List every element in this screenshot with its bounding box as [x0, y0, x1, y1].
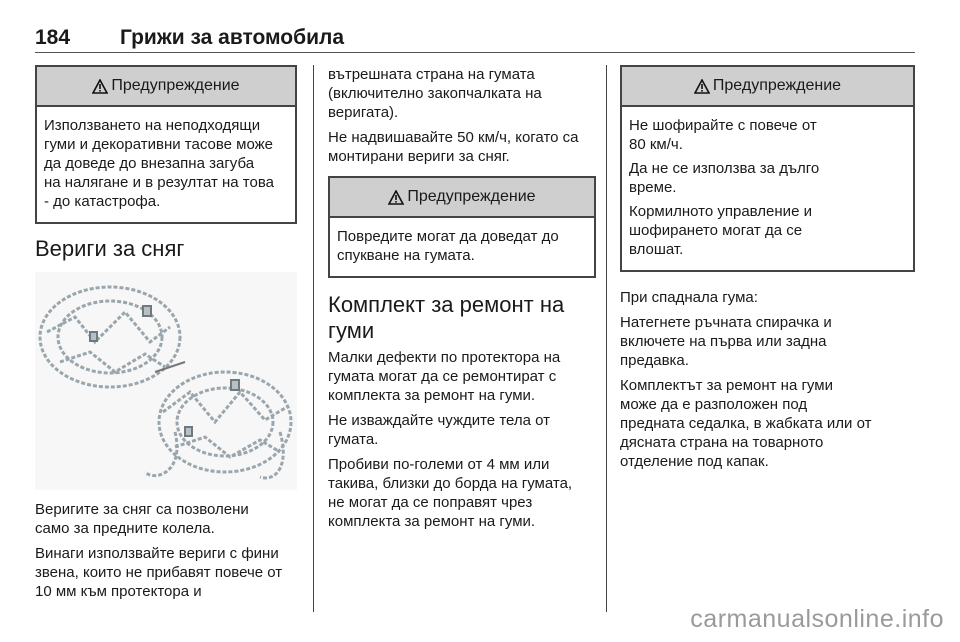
text-line: Не изваждайте чуждите тела от: [328, 412, 551, 429]
heading-line: Комплект за ремонт на: [328, 292, 565, 317]
text-line: Малки дефекти по протектора на: [328, 349, 561, 366]
warning-text: [629, 159, 906, 197]
warning-header: [622, 67, 913, 107]
text-line: Използването на неподходящи: [44, 117, 261, 134]
text-line: комплекта за ремонт на гуми.: [328, 387, 536, 404]
snow-chains-illustration: [35, 272, 297, 490]
section-heading-tire-repair-kit: [328, 292, 596, 344]
text-line: влошат.: [629, 241, 684, 258]
column-3: [620, 65, 915, 477]
text-line: гуми и декоративни тасове може: [44, 136, 274, 153]
paragraph: [35, 544, 297, 601]
text-line: предната седалка, в жабката или от: [620, 415, 872, 432]
text-line: гумата.: [328, 431, 379, 448]
text-line: 80 км/ч.: [629, 136, 683, 153]
warning-body: [37, 107, 295, 222]
text-line: само за предните колела.: [35, 520, 215, 537]
text-line: Натегнете ръчната спирачка и: [620, 314, 832, 331]
warning-title: Предупреждение: [712, 77, 842, 94]
text-line: веригата).: [328, 104, 399, 121]
text-line: Не шофирайте с повече от: [629, 117, 817, 134]
warning-triangle-icon: [92, 79, 108, 94]
text-line: 10 мм към протектора и: [35, 583, 202, 600]
text-line: на налягане и в резултат на това: [44, 174, 274, 191]
warning-header: [37, 67, 295, 107]
warning-text: [337, 227, 587, 265]
text-line: Пробиви по-големи от 4 мм или: [328, 456, 550, 473]
warning-body: [330, 218, 594, 276]
text-line: комплекта за ремонт на гуми.: [328, 513, 536, 530]
text-line: Да не се използва за дълго: [629, 160, 820, 177]
text-line: монтирани вериги за сняг.: [328, 148, 510, 165]
section-heading-snow-chains: Вериги за сняг: [35, 236, 185, 261]
warning-text: [629, 202, 906, 259]
text-line: звена, които не прибавят повече от: [35, 564, 283, 581]
column-1: [35, 65, 297, 607]
text-line: Повредите могат да доведат до: [337, 228, 559, 245]
text-line: Кормилното управление и: [629, 203, 812, 220]
warning-box: [328, 176, 596, 278]
text-line: включете на първа или задна: [620, 333, 827, 350]
warning-triangle-icon: [694, 79, 710, 94]
paragraph: [620, 288, 915, 307]
text-line: - до катастрофа.: [44, 193, 161, 210]
paragraph: [328, 411, 596, 449]
page-header: [35, 26, 915, 53]
warning-text: [629, 116, 906, 154]
paragraph: [328, 128, 596, 166]
column-divider: [313, 65, 314, 612]
text-line: не могат да се поправят чрез: [328, 494, 533, 511]
warning-title: Предупреждение: [407, 188, 536, 205]
warning-header: [330, 178, 594, 218]
text-line: При спаднала гума:: [620, 289, 758, 306]
paragraph: [620, 376, 915, 471]
column-divider: [606, 65, 607, 612]
warning-triangle-icon: [388, 190, 404, 205]
warning-text: [44, 116, 288, 211]
page-title: Грижи за автомобила: [120, 26, 345, 49]
text-line: може да е разположен под: [620, 396, 808, 413]
warning-title: Предупреждение: [111, 77, 240, 94]
paragraph: [620, 313, 915, 370]
heading-line: гуми: [328, 318, 375, 343]
text-line: шофирането могат да се: [629, 222, 803, 239]
page-number: 184: [35, 26, 71, 49]
warning-box: [35, 65, 297, 224]
text-line: време.: [629, 179, 677, 196]
text-line: Винаги използвайте вериги с фини: [35, 545, 279, 562]
column-2: [328, 65, 596, 537]
text-line: Не надвишавайте 50 км/ч, когато са: [328, 129, 579, 146]
text-line: (включително закопчалката на: [328, 85, 542, 102]
warning-box: [620, 65, 915, 272]
paragraph: [328, 65, 596, 122]
paragraph: [35, 500, 297, 538]
text-line: дясната страна на товарното: [620, 434, 824, 451]
text-line: да доведе до внезапна загуба: [44, 155, 255, 172]
paragraph: [328, 455, 596, 531]
text-line: отделение под капак.: [620, 453, 769, 470]
text-line: такива, близки до борда на гумата,: [328, 475, 573, 492]
paragraph: [328, 348, 596, 405]
text-line: вътрешната страна на гумата: [328, 66, 535, 83]
text-line: Комплектът за ремонт на гуми: [620, 377, 833, 394]
text-line: Веригите за сняг са позволени: [35, 501, 249, 518]
text-line: спукване на гумата.: [337, 247, 475, 264]
text-line: гумата могат да се ремонтират с: [328, 368, 557, 385]
watermark: carmanualsonline.info: [690, 605, 944, 633]
text-line: предавка.: [620, 352, 689, 369]
warning-body: [622, 107, 913, 270]
